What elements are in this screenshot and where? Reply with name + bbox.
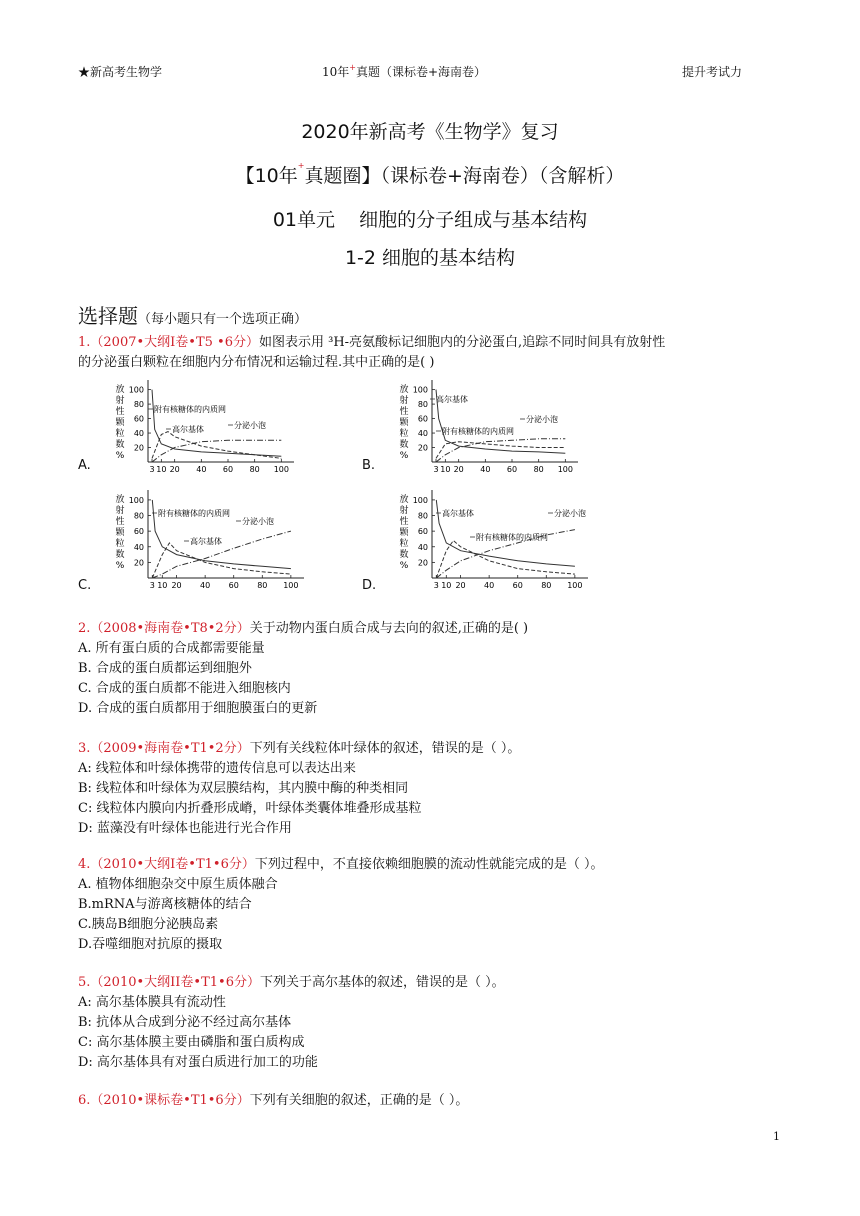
y-axis-label-char: 颗 [399,528,409,538]
y-tick-label: 20 [133,443,144,453]
series-label: 分泌小泡 [526,415,558,424]
y-axis-label-char: % [399,451,409,461]
series-label: 分泌小泡 [554,509,586,518]
y-axis-label-char: 放 [399,385,409,395]
q3-option-c: C: 线粒体内膜向内折叠形成嵴，叶绿体类囊体堆叠形成基粒 [78,801,422,816]
x-tick-label: 10 [440,465,451,474]
chapter-title: 1-2 细胞的基本结构 [344,247,516,269]
y-axis-label-char: % [115,561,125,571]
y-axis-label-char: 数 [399,550,409,560]
y-axis-label-char: 粒 [399,429,409,439]
main-title: 2020年新高考《生物学》复习 [301,121,559,143]
y-tick-label: 40 [417,429,428,439]
y-axis-label-char: 粒 [115,429,125,439]
q5-option-d: D: 高尔基体具有对蛋白质进行加工的功能 [78,1055,318,1070]
y-tick-label: 20 [417,558,428,568]
y-axis-label-char: 射 [115,396,125,406]
y-axis-label-char: 数 [399,440,409,450]
x-tick-label: 3 [149,581,155,590]
y-tick-label: 40 [133,429,144,439]
y-axis-label-char: 颗 [115,528,125,538]
x-tick-label: 3 [433,465,439,474]
header-center: 10年+真题（课标卷+海南卷） [322,63,487,79]
y-tick-label: 60 [417,527,428,537]
q1-line1: 1.（2007•大纲Ⅰ卷•T5 •6分）如图表示用 ³H-亮氨酸标记细胞内的分泌蛋白,追踪不同时间具有放射性 [78,335,666,350]
y-tick-label: 60 [417,414,428,424]
x-tick-label: 60 [228,581,239,590]
q3-option-d: D: 蓝藻没有叶绿体也能进行光合作用 [78,821,292,836]
series-label: 高尔基体 [190,537,222,546]
q3-stem: 3.（2009•海南卷•T1•2分）下列有关线粒体叶绿体的叙述，错误的是（ ）。 [78,741,521,756]
y-tick-label: 100 [128,385,144,395]
q6-stem: 6.（2010•课标卷•T1•6分）下列有关细胞的叙述，正确的是（ ）。 [78,1093,469,1108]
x-tick-label: 80 [533,465,544,474]
q5-stem: 5.（2010•大纲II卷•T1•6分）下列关于高尔基体的叙述，错误的是（ ）。 [78,975,505,990]
y-axis-label-char: 颗 [115,418,125,428]
series-label: 高尔基体 [172,425,204,434]
y-tick-label: 40 [417,542,428,552]
q5-option-c: C: 高尔基体膜主要由磷脂和蛋白质构成 [78,1035,305,1050]
x-tick-label: 3 [149,465,155,474]
y-tick-label: 80 [133,400,144,410]
y-axis-label-char: % [115,451,125,461]
x-tick-label: 10 [157,581,168,590]
q2-stem: 2.（2008•海南卷•T8•2分）关于动物内蛋白质合成与去向的叙述,正确的是( ) [78,621,529,636]
y-axis-label-char: 数 [115,550,125,560]
q1-option-c-label: C. [78,578,92,593]
q5-option-a: A: 高尔基体膜具有流动性 [78,995,226,1010]
y-axis-label-char: % [399,561,409,571]
q1-option-d-label: D. [362,578,377,593]
y-tick-label: 80 [417,400,428,410]
series-line [152,440,281,462]
section-heading: 选择题（每小题只有一个选项正确） [78,304,308,328]
x-tick-label: 60 [222,465,234,474]
series-label: 分泌小泡 [242,517,274,526]
y-axis-label-char: 性 [115,407,125,417]
series-line [152,543,291,578]
y-tick-label: 40 [133,542,144,552]
y-axis-label-char: 放 [115,385,125,395]
graph-a [106,378,306,478]
y-axis-label-char: 粒 [115,539,125,549]
x-tick-label: 20 [453,465,464,474]
x-tick-label: 10 [156,465,167,474]
header-right: 提升考试力 [682,65,743,79]
unit-title: 01单元 细胞的分子组成与基本结构 [272,209,588,231]
x-tick-label: 100 [567,581,583,590]
y-axis-label-char: 粒 [399,539,409,549]
x-tick-label: 10 [441,581,452,590]
y-tick-label: 20 [133,558,144,568]
y-axis-label-char: 数 [115,440,125,450]
header-left: ★新高考生物学 [78,65,163,79]
q2-option-c: C. 合成的蛋白质都不能进入细胞核内 [78,681,291,696]
y-axis-label-char: 性 [399,517,409,527]
y-tick-label: 100 [128,495,144,505]
x-tick-label: 40 [200,581,211,590]
y-axis-label-char: 射 [115,506,125,516]
graph-d [390,488,600,596]
q4-option-c: C.胰岛B细胞分泌胰岛素 [78,917,219,932]
q4-option-b: B.mRNA与游离核糖体的结合 [78,897,252,912]
series-label: 高尔基体 [436,395,468,404]
sub-title: 【10年+真题圈】（课标卷+海南卷）（含解析） [235,161,625,187]
q3-option-b: B: 线粒体和叶绿体为双层膜结构，其内膜中酶的种类相同 [78,781,409,796]
graph-b [390,378,590,478]
y-axis-label-char: 性 [399,407,409,417]
series-label: 分泌小泡 [234,421,266,430]
q4-stem: 4.（2010•大纲Ⅰ卷•T1•6分）下列过程中，不直接依赖细胞膜的流动性就能完成的是（ ）。 [78,857,604,872]
series-label: 附有核糖体的内质网 [442,427,514,436]
y-axis-label-char: 射 [399,396,409,406]
series-line [152,432,281,459]
x-tick-label: 80 [541,581,552,590]
series-label: 附有核糖体的内质网 [476,533,548,542]
x-tick-label: 20 [169,465,180,474]
q2-option-a: A. 所有蛋白质的合成都需要能量 [78,641,265,656]
series-label: 附有核糖体的内质网 [154,405,226,414]
x-tick-label: 20 [455,581,466,590]
q5-option-b: B: 抗体从合成到分泌不经过高尔基体 [78,1015,292,1030]
x-tick-label: 100 [557,465,573,474]
y-axis-label-char: 放 [399,495,409,505]
x-tick-label: 100 [273,465,289,474]
q3-option-a: A: 线粒体和叶绿体携带的遗传信息可以表达出来 [78,761,356,776]
x-tick-label: 40 [480,465,491,474]
graph-c [106,488,316,596]
y-tick-label: 100 [412,495,428,505]
y-axis-label-char: 放 [115,495,125,505]
x-tick-label: 60 [506,465,518,474]
y-tick-label: 100 [412,385,428,395]
y-axis-label-char: 射 [399,506,409,516]
series-label: 高尔基体 [442,509,474,518]
y-tick-label: 80 [417,511,428,521]
page-number: 1 [773,1130,780,1143]
y-tick-label: 60 [133,527,144,537]
y-tick-label: 60 [133,414,144,424]
q1-option-a-label: A. [78,458,91,473]
x-tick-label: 40 [196,465,207,474]
q1-line2: 的分泌蛋白颗粒在细胞内分布情况和运输过程.其中正确的是( ) [78,355,435,370]
x-tick-label: 20 [171,581,182,590]
q2-option-b: B. 合成的蛋白质都运到细胞外 [78,661,252,676]
x-tick-label: 40 [484,581,495,590]
x-tick-label: 3 [433,581,439,590]
x-tick-label: 100 [283,581,299,590]
y-axis-label-char: 颗 [399,418,409,428]
x-tick-label: 80 [257,581,268,590]
q2-option-d: D. 合成的蛋白质都用于细胞膜蛋白的更新 [78,701,318,716]
y-tick-label: 80 [133,511,144,521]
q4-option-d: D.吞噬细胞对抗原的摄取 [78,937,223,952]
x-tick-label: 60 [512,581,523,590]
y-axis-label-char: 性 [115,517,125,527]
series-label: 附有核糖体的内质网 [158,509,230,518]
y-tick-label: 20 [417,443,428,453]
x-tick-label: 80 [249,465,260,474]
q1-option-b-label: B. [362,458,376,473]
q4-option-a: A. 植物体细胞杂交中原生质体融合 [78,877,278,892]
